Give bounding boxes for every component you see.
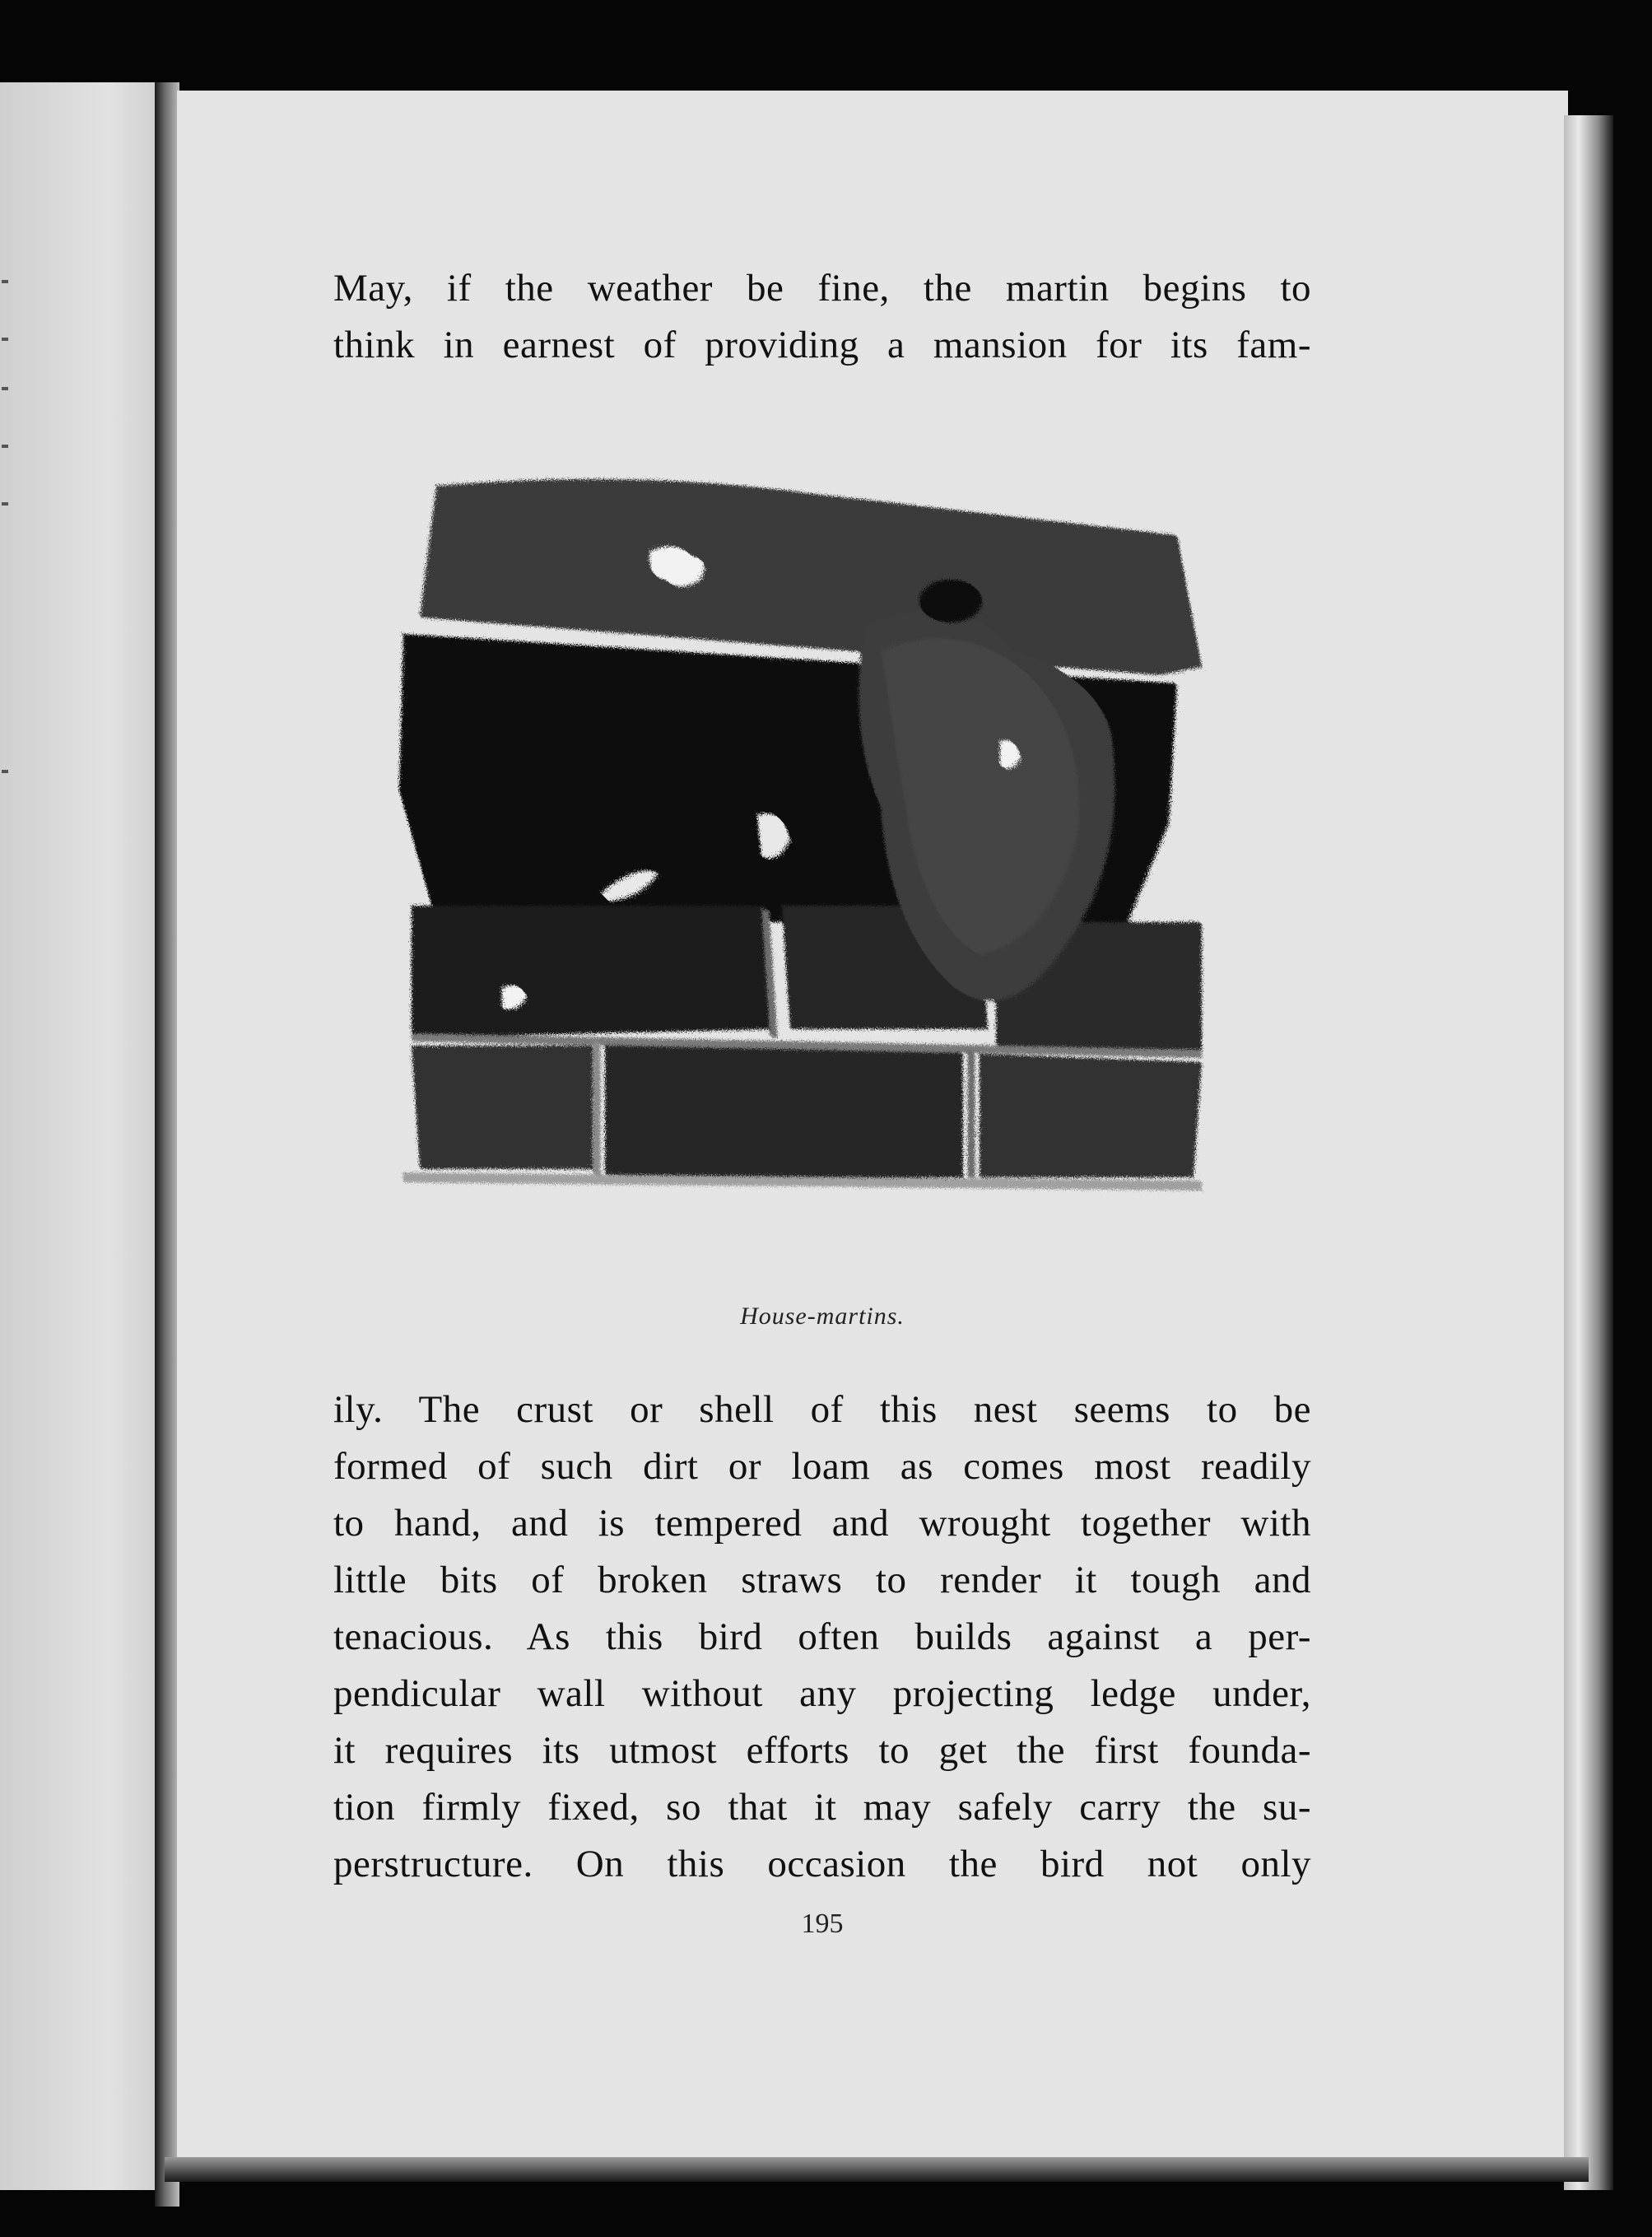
text-line: tion firmly fixed, so that it may safely carry the su- — [333, 1786, 1311, 1829]
text-line: it requires its utmost efforts to get the first founda- — [333, 1729, 1311, 1772]
text-line: perstructure. On this occasion the bird not only — [333, 1843, 1311, 1885]
right-page-edge — [1564, 115, 1613, 2190]
text-line: ily. The crust or shell of this nest seems to be — [333, 1388, 1311, 1431]
house-martins-photo — [387, 461, 1235, 1243]
book-gutter — [155, 82, 179, 2207]
text-line: May, if the weather be fine, the martin begins to — [333, 267, 1311, 310]
paragraph-top — [333, 260, 1311, 374]
text-line: formed of such dirt or loam as comes most readily — [333, 1445, 1311, 1488]
figure-caption: House-martins. — [740, 1303, 905, 1330]
text-line: think in earnest of providing a mansion for its fam- — [333, 324, 1311, 366]
text-line: tenacious. As this bird often builds against a per- — [333, 1615, 1311, 1658]
page-number: 195 — [801, 1908, 844, 1939]
text-line: little bits of broken straws to render it tough and — [333, 1559, 1311, 1601]
left-page-text-fragments — [0, 82, 16, 2190]
text-line: to hand, and is tempered and wrought together with — [333, 1502, 1311, 1545]
left-page-edge — [0, 82, 156, 2190]
bottom-page-edge — [165, 2157, 1589, 2182]
text-line: pendicular wall without any projecting ledge under, — [333, 1672, 1311, 1715]
paragraph-bottom — [333, 1382, 1311, 1893]
